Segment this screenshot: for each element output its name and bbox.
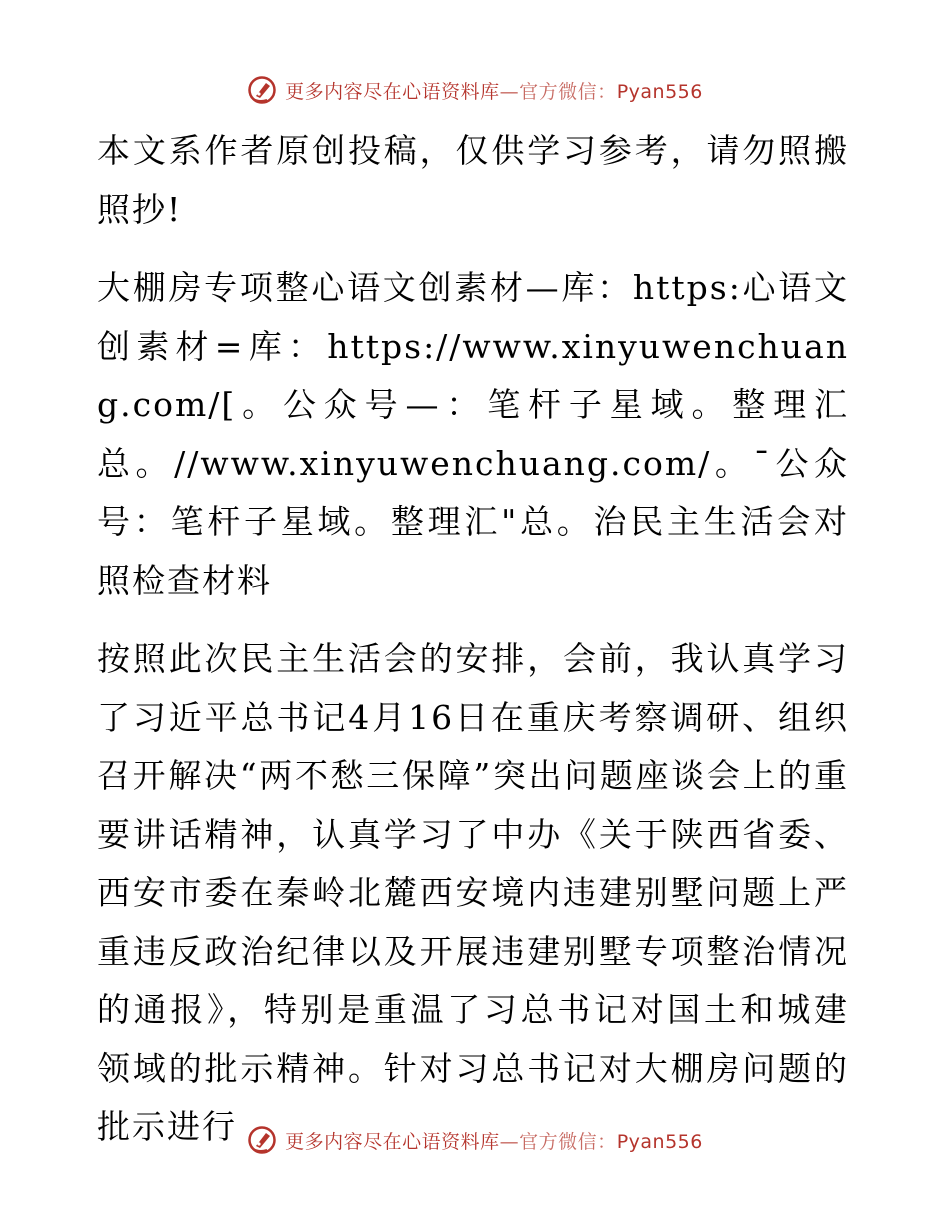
header-promo-banner xyxy=(0,70,950,110)
footer-promo-separator: —官方微信： xyxy=(499,1130,617,1153)
pen-nib-logo-icon xyxy=(247,1125,277,1155)
document-body xyxy=(97,122,849,1157)
footer-promo-handle: Pyan556 xyxy=(616,1130,703,1153)
header-promo-separator: —官方微信： xyxy=(499,80,617,103)
header-promo-text xyxy=(285,77,703,104)
footer-promo-main: 更多内容尽在心语资料库 xyxy=(285,1130,500,1153)
footer-promo-text xyxy=(285,1127,703,1154)
paragraph-title: 大棚房专项整心语文创素材—库：https:心语文创素材=库：https://www.xinyuwenchuang.com/[。公众号—：笔杆子星域。整理汇总。//www.xinyuwenchuang.com/。¯公众号：笔杆子星域。整理汇"总。治民主生活会对照检查材料 xyxy=(97,268,849,600)
paragraph-notice: 本文系作者原创投稿，仅供学习参考，请勿照搬照抄! xyxy=(97,131,849,229)
header-promo-handle: Pyan556 xyxy=(616,80,703,103)
header-promo-main: 更多内容尽在心语资料库 xyxy=(285,80,500,103)
footer-promo-banner xyxy=(0,1120,950,1160)
paragraph-body: 按照此次民主生活会的安排，会前，我认真学习了习近平总书记4月16日在重庆考察调研、组织召开解决“两不愁三保障”突出问题座谈会上的重要讲话精神，认真学习了中办《关于陕西省委、西安市委在秦岭北麓西安境内违建别墅问题上严重违反政治纪律以及开展违建别墅专项整治情况的通报》，特别是重温了习总书记对国土和城建领域的批示精神。针对习总书记对大棚房问题的批示进行 xyxy=(97,639,849,1146)
pen-nib-logo-icon xyxy=(247,75,277,105)
